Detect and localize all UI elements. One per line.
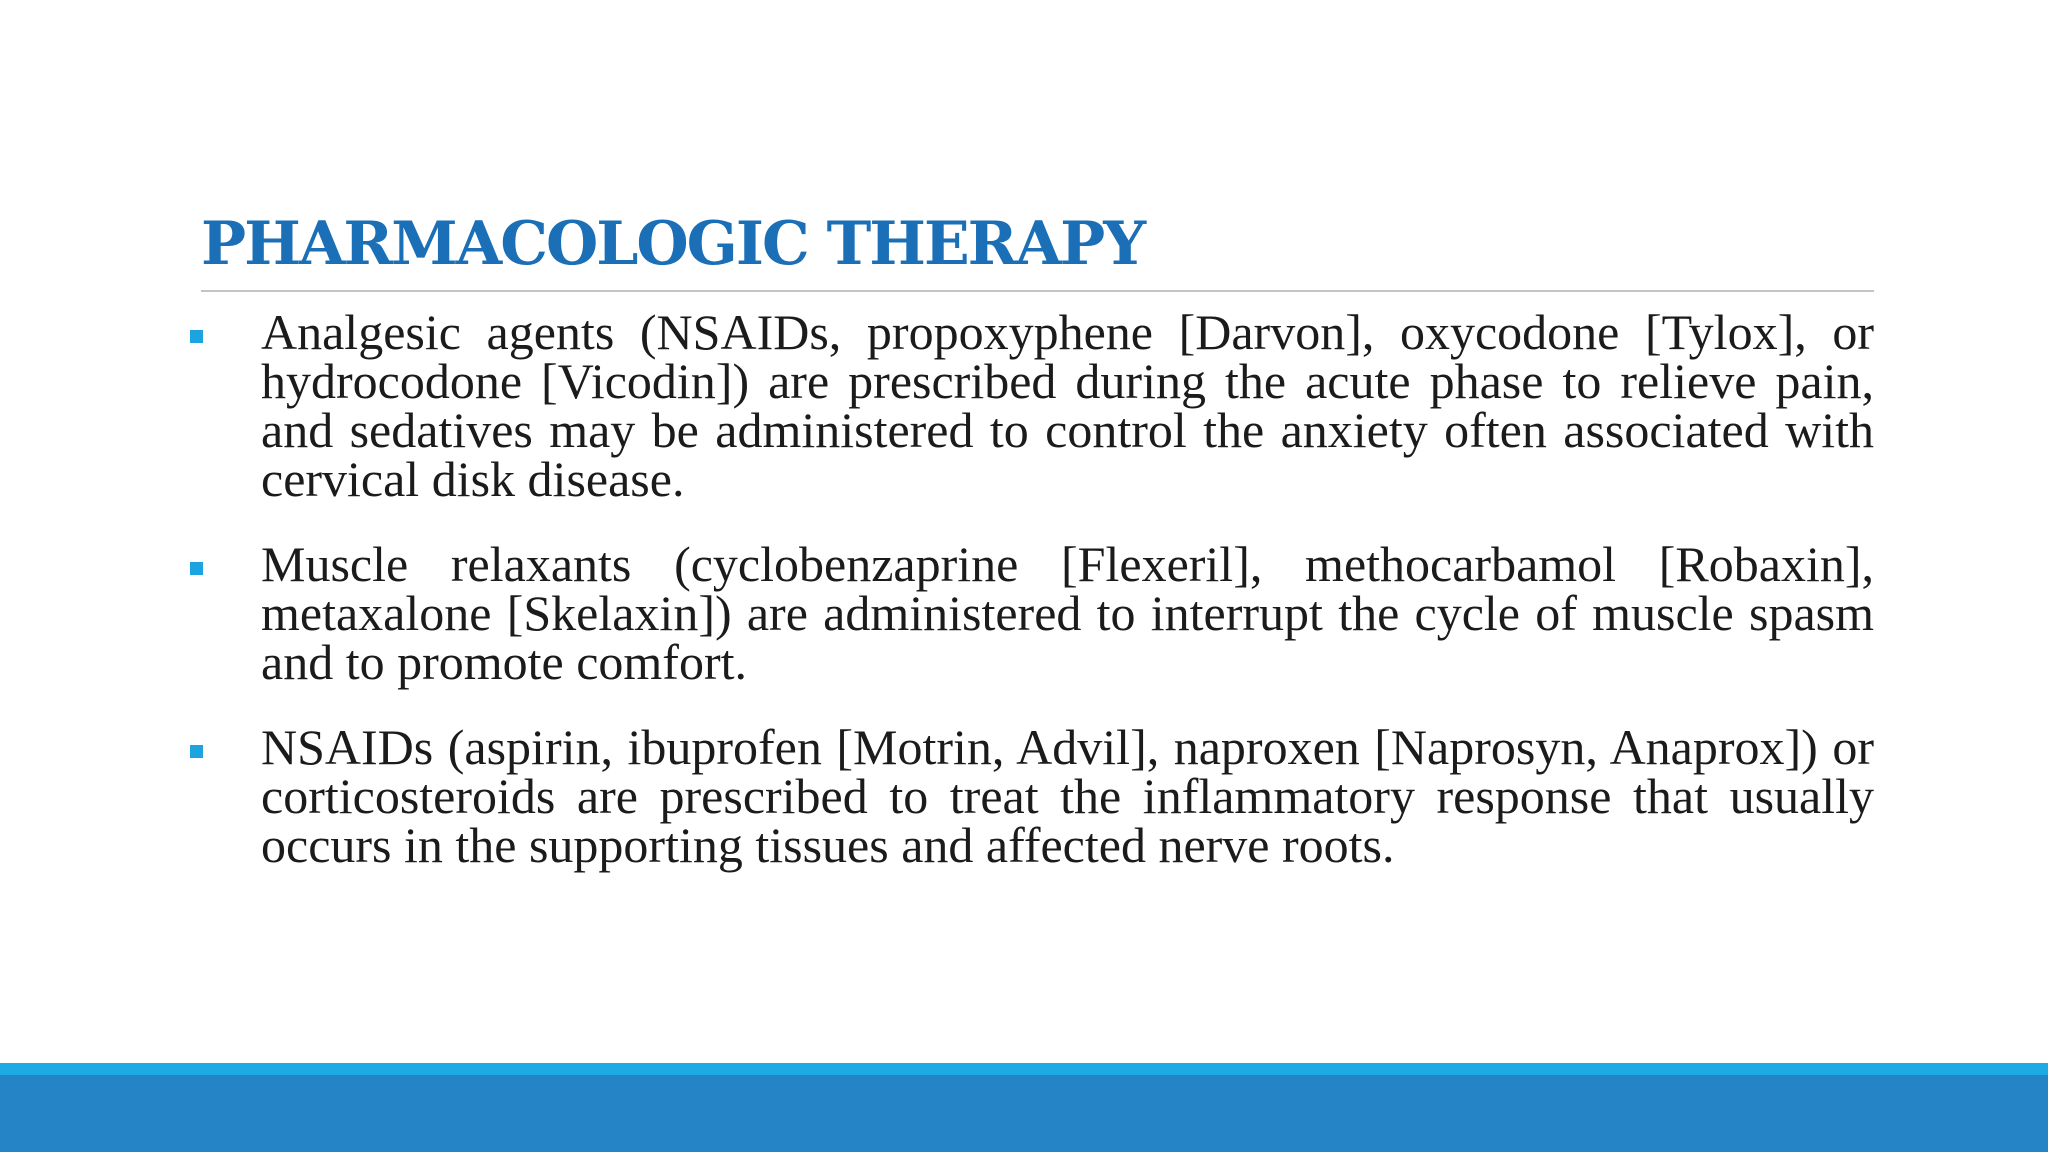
square-bullet-icon — [190, 745, 203, 758]
bullet-text: Muscle relaxants (cyclobenzaprine [Flexeril], methocarbamol [Robaxin], metaxalone [Skelaxin]) are administered to interrupt the cycle of muscle spasm and to promote comfort. — [261, 536, 1874, 690]
title-divider — [201, 290, 1874, 292]
square-bullet-icon — [190, 562, 203, 575]
footer-band-light — [0, 1063, 2048, 1075]
bullet-text: Analgesic agents (NSAIDs, propoxyphene [Darvon], oxycodone [Tylox], or hydrocodone [Vicodin]) are prescribed during the acute phase to relieve pain, and sedatives may be administered to control the anxiety often associated with cervical disk disease. — [261, 304, 1874, 507]
bullet-text: NSAIDs (aspirin, ibuprofen [Motrin, Advil], naproxen [Naprosyn, Anaprox]) or corticosteroids are prescribed to treat the inflammatory response that usually occurs in the supporting tissues and affected nerve roots. — [261, 719, 1874, 873]
bullet-item-analgesics — [190, 304, 1874, 507]
bullet-item-nsaids — [190, 719, 1874, 873]
bullet-item-muscle-relaxants — [190, 536, 1874, 690]
square-bullet-icon — [190, 330, 203, 343]
bullet-list — [190, 304, 1874, 906]
footer-band-dark — [0, 1075, 2048, 1152]
slide-title: PHARMACOLOGIC THERAPY — [201, 209, 1145, 279]
